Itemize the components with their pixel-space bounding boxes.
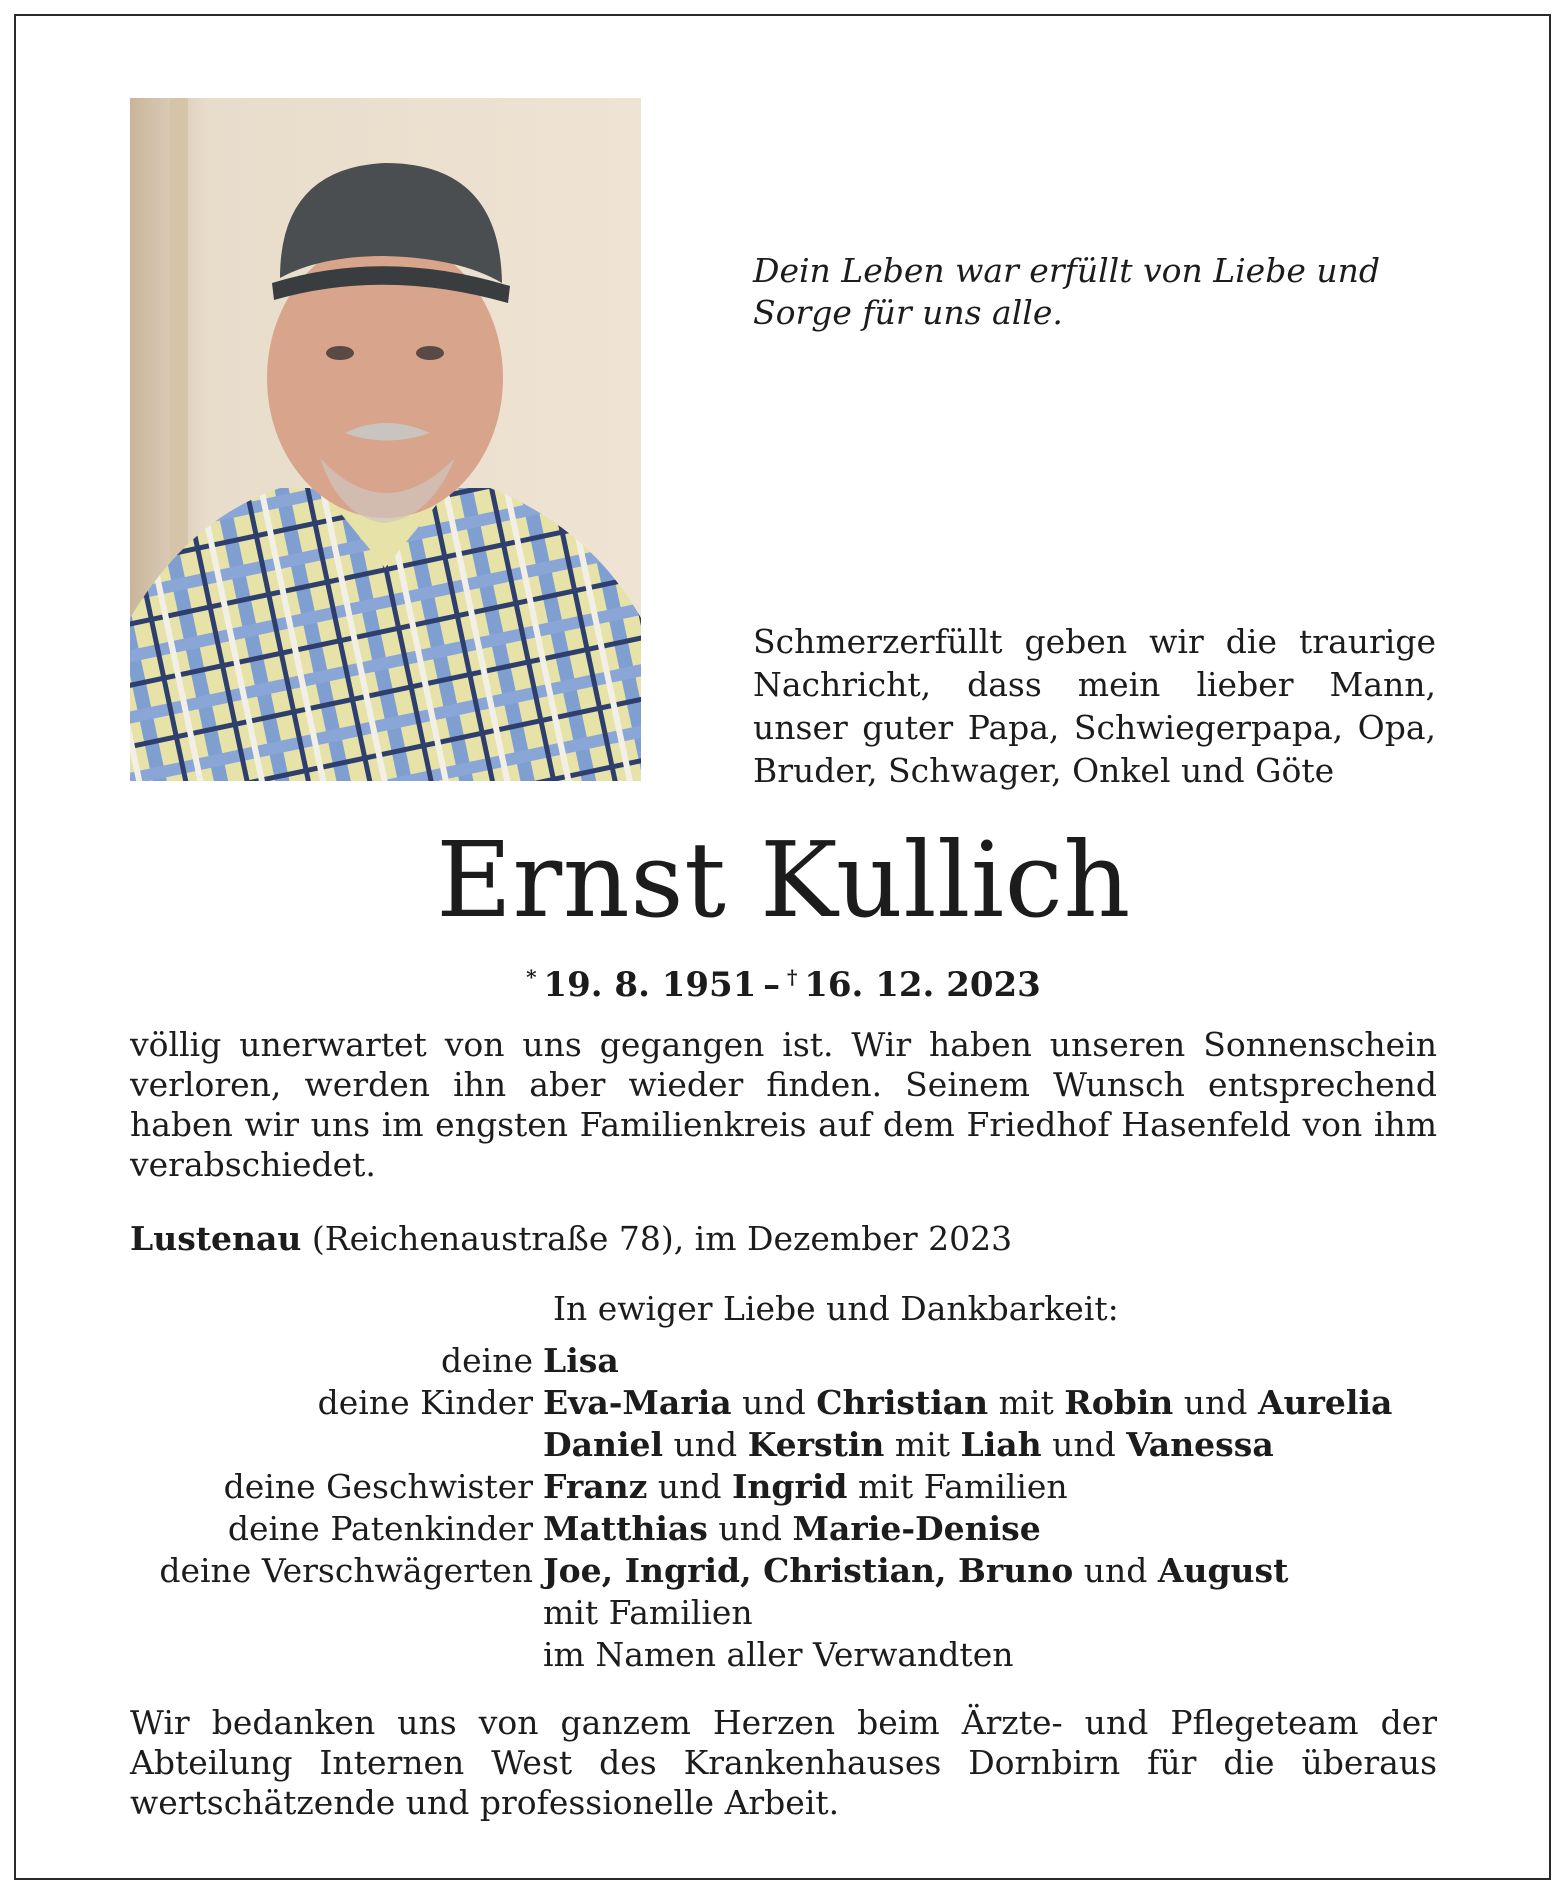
mourner-connector: mit (884, 1425, 961, 1464)
deceased-name: Ernst Kullich (436, 819, 1131, 941)
portrait-image (130, 98, 641, 781)
mourner-row (0, 1550, 1567, 1592)
mourner-name: Franz (543, 1467, 648, 1506)
portrait-photo (130, 98, 641, 781)
mourner-connector: und (1073, 1551, 1158, 1590)
mourner-row (0, 1340, 1567, 1382)
mourner-names (543, 1424, 1567, 1466)
mourner-name: Matthias (543, 1509, 708, 1548)
mourner-name: Daniel (543, 1425, 664, 1464)
mourners-list (0, 1340, 1567, 1676)
mourner-connector: und (1173, 1383, 1258, 1422)
mourner-names (543, 1592, 1567, 1634)
mourner-relation (0, 1592, 543, 1634)
mourner-relation: deine Verschwägerten (159, 1551, 533, 1590)
mourner-name: Marie-Denise (792, 1509, 1041, 1548)
death-date: 16. 12. 2023 (804, 965, 1041, 1005)
mourner-connector: und (663, 1425, 748, 1464)
mourner-row (0, 1424, 1567, 1466)
mourner-names (543, 1382, 1567, 1424)
location-place: Lustenau (130, 1219, 302, 1258)
death-symbol: † (786, 965, 798, 989)
mourner-names (543, 1634, 1567, 1676)
mourner-relation: deine Patenkinder (227, 1509, 533, 1548)
mourner-connector: und (707, 1509, 793, 1548)
mourner-relation (0, 1634, 543, 1676)
mourner-connector: mit Familien (543, 1593, 753, 1632)
mourner-row (0, 1592, 1567, 1634)
mourner-name: August (1157, 1551, 1289, 1590)
mourner-names (543, 1508, 1567, 1550)
mourner-row (0, 1508, 1567, 1550)
dankbarkeit-line: In ewiger Liebe und Dankbarkeit: (553, 1289, 1119, 1328)
mourner-name: Christian (816, 1383, 989, 1422)
mourner-name: Eva-Maria (543, 1383, 732, 1422)
mourner-name: Liah (960, 1425, 1042, 1464)
motto-quote: Dein Leben war erfüllt von Liebe und Sorge für uns alle. (753, 251, 1380, 332)
mourner-name: Lisa (543, 1341, 619, 1380)
mourner-connector: im Namen aller Verwandten (543, 1635, 1014, 1674)
mourner-row (0, 1634, 1567, 1676)
mourner-relation: deine Kinder (317, 1383, 533, 1422)
mourner-relation: deine (441, 1341, 533, 1380)
mourner-relation (0, 1424, 543, 1466)
birth-symbol: * (526, 965, 537, 989)
mourner-names (543, 1550, 1567, 1592)
mourner-relation: deine Geschwister (223, 1467, 533, 1506)
mourner-connector: und (647, 1467, 732, 1506)
mourner-name: Robin (1064, 1383, 1174, 1422)
location-details: (Reichenaustraße 78), im Dezember 2023 (301, 1219, 1013, 1258)
location-line (130, 1218, 1012, 1260)
birth-date: 19. 8. 1951 (543, 965, 757, 1005)
mourner-connector: und (1041, 1425, 1127, 1464)
thanks-text: Wir bedanken uns von ganzem Herzen beim Ärzte- und Pflegeteam der Abteilung Internen West des Krankenhauses Dornbirn für die überaus wertschätzende und professionelle Arbeit. (130, 1703, 1437, 1822)
mourner-row (0, 1466, 1567, 1508)
mourner-connector: und (731, 1383, 817, 1422)
mourner-name: Joe, Ingrid, Christian, Bruno (543, 1551, 1074, 1590)
mourner-name: Ingrid (731, 1467, 848, 1506)
mourner-names (543, 1340, 1567, 1382)
mourner-connector: mit Familien (847, 1467, 1068, 1506)
mourner-row (0, 1382, 1567, 1424)
date-separator: – (763, 965, 781, 1005)
mourner-name: Kerstin (747, 1425, 885, 1464)
life-dates (0, 955, 1567, 1007)
mourner-name: Vanessa (1126, 1425, 1274, 1464)
announcement-body: völlig unerwartet von uns gegangen ist. Wir haben unseren Sonnenschein verloren, werden ihn aber wieder finden. Seinem Wunsch entsprechend haben wir uns im engsten Familienkreis auf dem Friedhof Hasenfeld von ihm verabschiedet. (130, 1025, 1437, 1184)
mourner-names (543, 1466, 1567, 1508)
intro-text: Schmerzerfüllt geben wir die traurige Nachricht, dass mein lieber Mann, unser guter Papa, Schwiegerpapa, Opa, Bruder, Schwager, Onkel und Göte (753, 622, 1436, 790)
mourner-name: Aurelia (1257, 1383, 1393, 1422)
mourner-connector: mit (988, 1383, 1065, 1422)
